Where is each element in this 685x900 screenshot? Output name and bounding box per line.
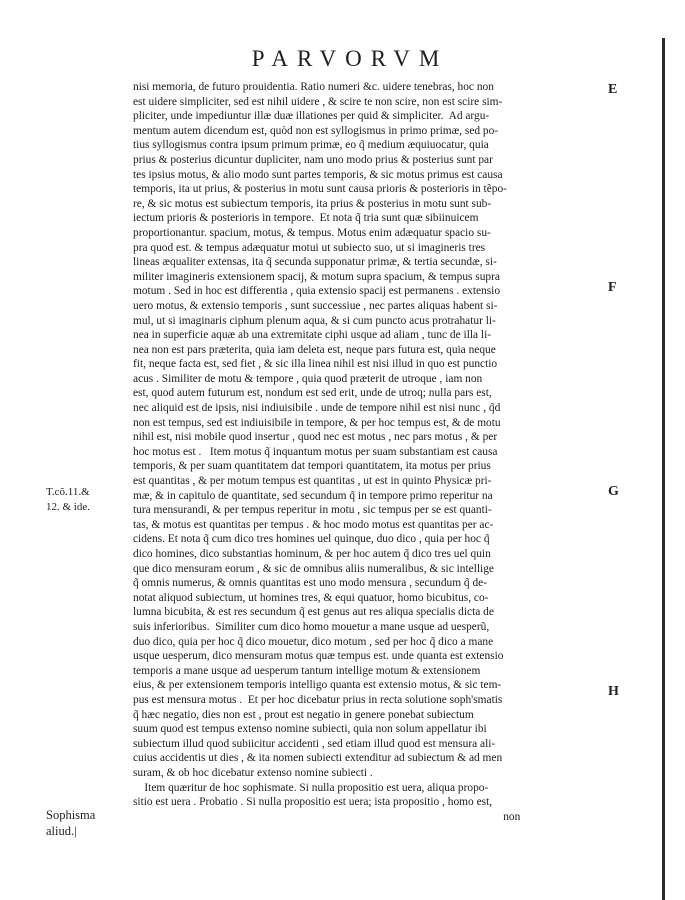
- margin-note-reference: T.cõ.11.& 12. & ide.: [46, 486, 90, 513]
- section-letter-e: E: [608, 82, 618, 97]
- section-letter-h: H: [608, 684, 619, 699]
- gutter-line: [662, 38, 665, 900]
- section-letter-f: F: [608, 280, 617, 295]
- section-letter-g: G: [608, 484, 619, 499]
- running-head: PARVORVM: [251, 46, 449, 71]
- body-text: nisi memoria, de futuro prouidentia. Ratio numeri &c. uidere tenebras, hoc non est uidere simpliciter, sed est nihil uidere , & scire te non scire, non est scire sim- pliciter, unde impediuntur illæ duæ illationes per quid & simpliciter. Ad argu- mentum autem dicendum est, quòd non est syllogismus in primo primæ, sed po- tius syllogismus contra ipsum primum primæ, eo q̃ medium æquiuocatur, quia prius & posterius dicuntur dupliciter, nam uno modo prius & posterius sunt par tes ipsius motus, & alio modo sunt partes temporis, & sic motus primus est causa temporis, ita ut prius, & posterius in motu sunt causa prioris & posterioris in tẽpo- re, & sic motus est subiectum temporis, ita prius & posterius in motu sunt sub- iectum prioris & posterioris in tempore. Et nota q̃ tria sunt quæ sibiinuicem proportionantur. spacium, motus, & tempus. Motus enim adæquatur spacio su- pra quod est. & tempus adæquatur motui ut subiecto suo, ut si imagineris tres lineas æqualiter extensas, ita q̃ secunda supponatur primæ, & tertia secundæ, si- militer imagineris extensionem spacij, & motum supra spacium, & tempus supra motum . Sed in hoc est differentia , quia extensio spacij est permanens . extensio uero motus, & extensio temporis , sunt successiue , nec partes aliquas habent si- mul, ut si imaginaris ciphum plenum aqua, & si cum puncto acus protrahatur li- nea in superficie aquæ ab una extremitate ciphi usque ad aliam , tunc de illa li- nea non est pars præterita, quia iam deleta est, neque pars futura est, quia neque fit, neque facta est, sed fiet , & sic illa linea nihil est nisi illud in quo est punctio acus . Similiter de motu & tempore , quia quod præterit de utroque , iam non est, quod autem futurum est, nondum est sed erit, unde de utroq; nulla pars est, nec aliquid est de ipsis, nisi indiuisibile . unde de tempore nihil est nisi nunc , q̃d non est tempus, sed est indiuisibile in tempore, & per hoc tempus est, & de motu nihil est, nisi mobile quod insertur , quod nec est motus , nec pars motus , & per hoc motus est . Item motus q̃ inquantum motus per suam substantiam est causa temporis, & per suam quantitatem dat tempori quantitatem, ita motus per prius est quantitas , & per motum tempus est quantitas , ut est in quinto Physicæ pri- mæ, & in capitulo de quantitate, sed secundum q̃ in tempore primo reperitur na tura mensurandi, & per tempus reperitur in motu , sic tempus per se est quanti- tas, & motus est quantitas per tempus . & hoc modo motus est quantitas per ac- cidens. Et nota q̃ cum dico tres homines uel quinque, duo dico , quia per hoc q̃ dico homines, dico substantias hominum, & per hoc autem q̃ dico tres uel quin que dico mensuram eorum , & sic de omnibus aliis numeralibus, & sic intellige q̃ omnis numerus, & omnis quantitas est uno modo mensura , secundum q̃ de- notat aliquod subiectum, ut homines tres, & equi quatuor, homo bicubitus, co- lumna bicubita, & est res secundum q̃ est genus aut res aliqua specialis dicta de suis inferioribus. Similiter cum dico homo mouetur a mane usque ad uesperũ, duo dico, quia per hoc q̃ dico mouetur, dico motum , sed per hoc q̃ dico a mane usque uesperum, dico mensuram motus quæ tempus est. unde quanta est extensio temporis a mane usque ad uesperum tantum intellige motum & extensionem eius, & per extensionem temporis intelligo quanta est extensio motus, & sic tem- pus est mensura motus . Et per hoc dicebatur prius in recta solutione soph'smatis q̃ hæc negatio, dies non est , prout est negatio in genere ponebat subiectum suum quod est tempus extenso nomine subiecti, quia non solum appellatur ibi subiectum illud quod subiicitur accidenti , sed etiam illud quod est mensura ali- cuius accidentis ut dies , & ita nomen subiecti extenditur ad subiectum & ad men suram, & ob hoc dicebatur extenso nomine subiecti . Item quæritur de hoc sophismate. Si nulla propositio est uera, aliqua propo- sitio est uera . Probatio . Si nulla propositio est uera; ista propositio , homo est, non: [133, 81, 521, 823]
- margin-note-sophisma: Sophisma aliud.|: [46, 808, 96, 838]
